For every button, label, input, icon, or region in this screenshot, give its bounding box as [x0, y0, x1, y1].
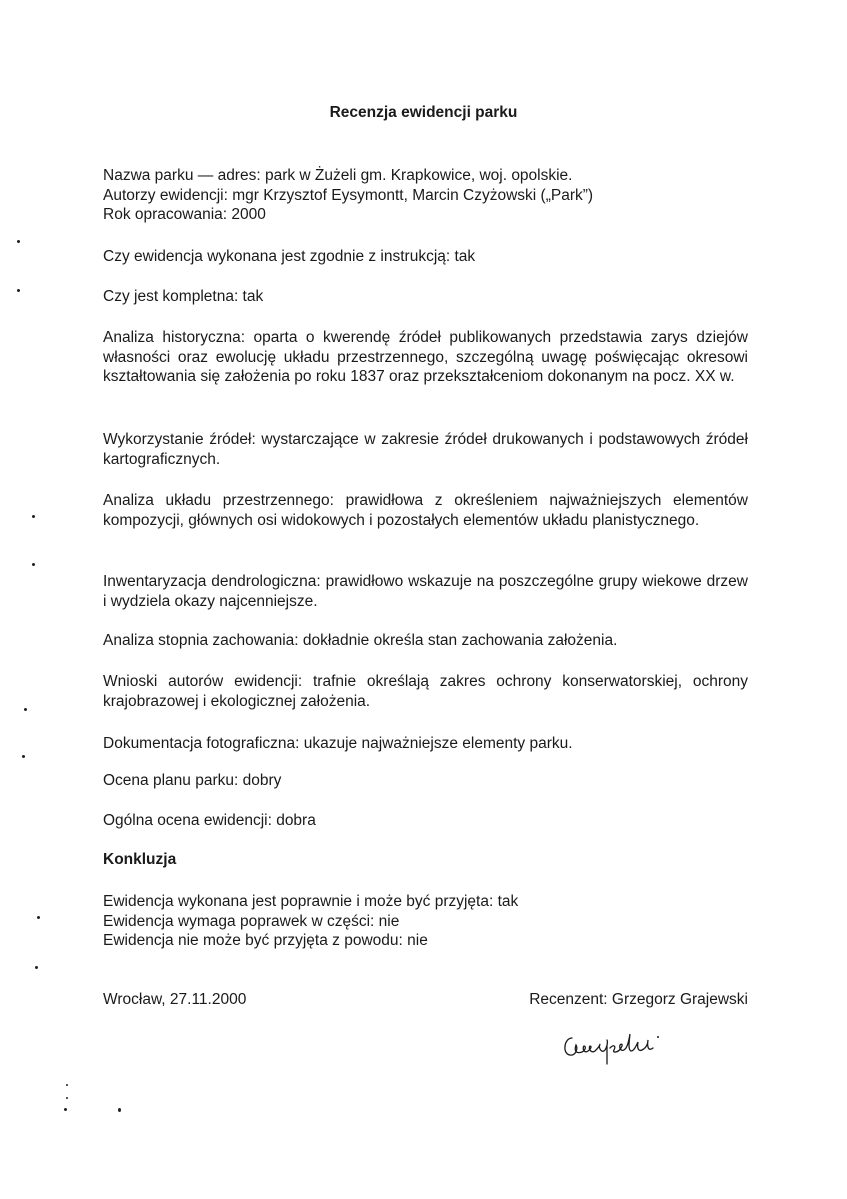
- reviewer-name: Recenzent: Grzegorz Grajewski: [529, 991, 748, 1008]
- scan-speck: [64, 1108, 67, 1111]
- place-date: Wrocław, 27.11.2000: [103, 991, 247, 1008]
- instruction-compliance: Czy ewidencja wykonana jest zgodnie z instrukcją: tak: [103, 248, 476, 265]
- conclusion-block: [103, 892, 748, 951]
- conclusion-accepted: Ewidencja wykonana jest poprawnie i może być przyjęta: tak: [103, 893, 519, 910]
- conclusion-rejected: Ewidencja nie może być przyjęta z powodu: nie: [103, 932, 428, 949]
- scan-speck: [118, 1108, 121, 1112]
- plan-rating: Ocena planu parku: dobry: [103, 772, 282, 789]
- photo-documentation: Dokumentacja fotograficzna: ukazuje najważniejsze elementy parku.: [103, 735, 573, 752]
- scan-speck: [66, 1084, 68, 1086]
- year-line: Rok opracowania: 2000: [103, 206, 266, 223]
- scan-speck: [17, 289, 20, 292]
- handwritten-signature-icon: [558, 1024, 688, 1074]
- sources-usage: Wykorzystanie źródeł: wystarczające w zakresie źródeł drukowanych i podstawowych źródeł kartograficznych.: [103, 431, 748, 468]
- conclusion-heading: Konkluzja: [103, 851, 177, 868]
- scan-speck: [32, 515, 35, 518]
- conclusion-corrections: Ewidencja wymaga poprawek w części: nie: [103, 912, 400, 930]
- scan-speck: [24, 708, 27, 711]
- preservation-analysis: Analiza stopnia zachowania: dokładnie określa stan zachowania założenia.: [103, 632, 618, 649]
- scan-speck: [17, 240, 20, 243]
- author-conclusions: Wnioski autorów ewidencji: trafnie określają zakres ochrony konserwatorskiej, ochrony krajobrazowej i ekologicznej założenia.: [103, 673, 748, 710]
- spatial-analysis: Analiza układu przestrzennego: prawidłowa z określeniem najważniejszych elementów kompozycji, głównych osi widokowych i pozostałych elementów układu planistycznego.: [103, 492, 748, 529]
- completeness: Czy jest kompletna: tak: [103, 288, 264, 305]
- dendrological-inventory: Inwentaryzacja dendrologiczna: prawidłowo wskazuje na poszczególne grupy wiekowe drzew i wydziela okazy najcenniejsze.: [103, 573, 748, 610]
- historical-analysis: Analiza historyczna: oparta o kwerendę źródeł publikowanych przedstawia zarys dziejów własności oraz ewolucję układu przestrzennego, szczególną uwagę poświęcając okresowi kształtowania się założenia po roku 1837 oraz przekształceniom dokonanym na pocz. XX w.: [103, 329, 748, 385]
- scan-speck: [22, 755, 25, 758]
- scan-speck: [37, 916, 40, 919]
- document-title: Recenzja ewidencji parku: [329, 104, 518, 121]
- scan-speck: [32, 563, 35, 566]
- scan-speck: [66, 1097, 68, 1099]
- scan-speck: [35, 966, 38, 969]
- park-name-line: Nazwa parku — adres: park w Żużeli gm. Krapkowice, woj. opolskie.: [103, 167, 573, 184]
- authors-line: Autorzy ewidencji: mgr Krzysztof Eysymontt, Marcin Czyżowski („Park”): [103, 186, 594, 204]
- park-info-block: [103, 166, 748, 225]
- overall-rating: Ogólna ocena ewidencji: dobra: [103, 812, 316, 829]
